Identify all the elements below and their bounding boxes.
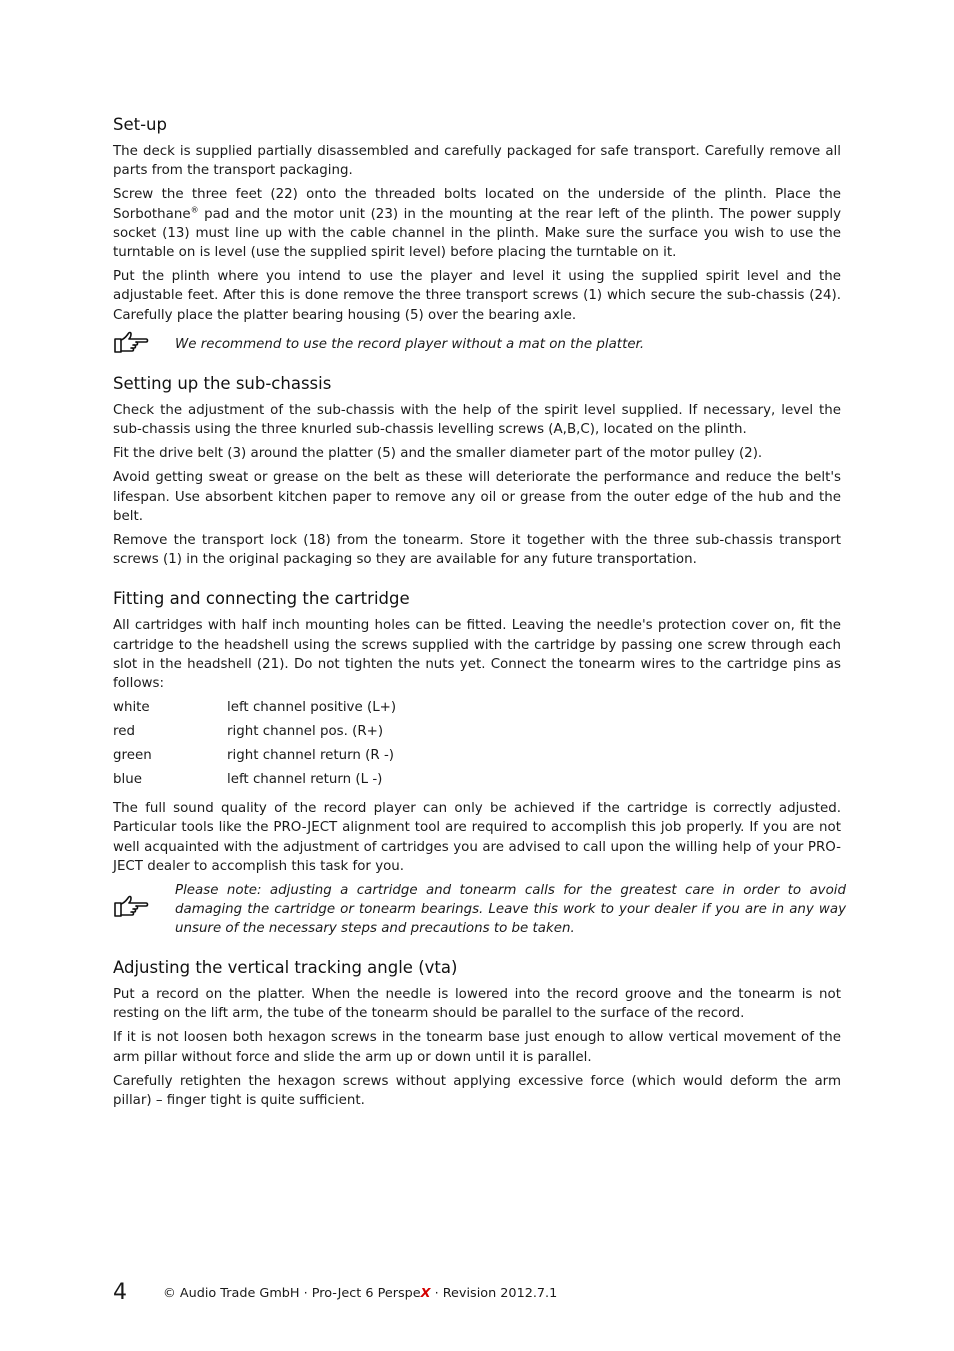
wire-desc: left channel positive (L+) bbox=[227, 700, 397, 716]
registered-mark: ® bbox=[190, 205, 199, 215]
note-block bbox=[113, 881, 846, 938]
pointing-hand-icon bbox=[113, 893, 151, 919]
paragraph: The full sound quality of the record player can only be achieved if the cartridge is correctly adjusted. Particular tools like the PRO-JECT alignment tool are required to accomplish this job properly. If you are not well acquainted with the adjustment of cartridges you are advised to call upon the willing help of your PRO-JECT dealer to accomplish this task for you. bbox=[113, 801, 841, 874]
paragraph: Check the adjustment of the sub-chassis with the help of the spirit level supplied. If necessary, level the sub-chassis using the three knurled sub-chassis levelling screws (A,B,C), located on the plinth. bbox=[113, 402, 841, 438]
heading-vta: Adjusting the vertical tracking angle (vta) bbox=[113, 958, 458, 978]
wire-color: red bbox=[113, 724, 135, 740]
paragraph: If it is not loosen both hexagon screws in the tonearm base just enough to allow vertical movement of the arm pillar without force and slide the arm up or down until it is parallel. bbox=[113, 1030, 841, 1065]
wire-row bbox=[113, 770, 841, 789]
wire-row bbox=[113, 722, 841, 741]
paragraph: Carefully retighten the hexagon screws without applying excessive force (which would deform the arm pillar) – finger tight is quite sufficient. bbox=[113, 1073, 841, 1109]
paragraph: The deck is supplied partially disassembled and carefully packaged for safe transport. Carefully remove all parts from the transport packaging. bbox=[113, 144, 841, 179]
note-text: Please note: adjusting a cartridge and tonearm calls for the greatest care in order to avoid damaging the cartridge or tonearm bearings. Leave this work to your dealer if you are in any way unsure of the necessary steps and precautions to be taken. bbox=[175, 883, 846, 937]
note-block bbox=[113, 335, 846, 354]
paragraph: All cartridges with half inch mounting holes can be fitted. Leaving the needle's protection cover on, fit the cartridge to the headshell using the screws supplied with the cartridge by passing one screw through each slot in the headshell (21). Do not tighten the nuts yet. Connect the tonearm wires to the cartridge pins as follows: bbox=[113, 618, 841, 692]
wire-desc: right channel pos. (R+) bbox=[227, 724, 384, 740]
section-vta bbox=[113, 957, 841, 1110]
paragraph: Remove the transport lock (18) from the tonearm. Store it together with the three sub-chassis transport screws (1) in the original packaging so they are available for any future transportation. bbox=[113, 533, 841, 568]
wire-desc: left channel return (L -) bbox=[227, 772, 383, 788]
heading-setup: Set-up bbox=[113, 115, 167, 134]
wire-list bbox=[113, 698, 841, 789]
paragraph: Avoid getting sweat or grease on the belt as these will deteriorate the performance and reduce the belt's lifespan. Use absorbent kitchen paper to remove any oil or grease from the outer edge of the hub and the belt. bbox=[113, 470, 841, 524]
heading-subchassis: Setting up the sub-chassis bbox=[113, 373, 332, 393]
brand-x: X bbox=[420, 1286, 431, 1301]
page-number: 4 bbox=[113, 1280, 127, 1305]
note-text: We recommend to use the record player without a mat on the platter. bbox=[175, 336, 645, 352]
text-run: Screw the three feet (22) onto the threaded bolts located on the underside of the plinth. Place the Sorbothane bbox=[113, 187, 841, 222]
paragraph bbox=[113, 185, 841, 262]
footer-text-run: © Audio Trade GmbH · Pro-Ject 6 Perspe bbox=[163, 1286, 421, 1301]
footer-text-run: · Revision 2012.7.1 bbox=[430, 1286, 558, 1301]
wire-row bbox=[113, 698, 841, 717]
paragraph: Put the plinth where you intend to use the player and level it using the supplied spirit level and the adjustable feet. After this is done remove the three transport screws (1) which secure the sub-chassis (24). Carefully place the platter bearing housing (5) over the bearing axle. bbox=[113, 269, 841, 323]
wire-row bbox=[113, 746, 841, 765]
page-footer bbox=[113, 1276, 557, 1306]
wire-desc: right channel return (R -) bbox=[227, 748, 395, 764]
text-run: pad and the motor unit (23) in the mounting at the rear left of the plinth. The power supply socket (13) must line up with the cable channel in the plinth. Make sure the surface you wish to use the turntable on is level (use the supplied spirit level) before placing the turntable on it. bbox=[113, 206, 841, 261]
wire-color: green bbox=[113, 748, 152, 764]
wire-color: white bbox=[113, 700, 150, 716]
paragraph: Put a record on the platter. When the needle is lowered into the record groove and the tonearm is not resting on the lift arm, the tube of the tonearm should be parallel to the surface of the record. bbox=[113, 987, 841, 1022]
footer-copyright bbox=[163, 1284, 557, 1304]
section-cartridge bbox=[113, 588, 846, 938]
section-setup bbox=[113, 114, 841, 354]
wire-color: blue bbox=[113, 772, 142, 788]
page-content bbox=[113, 114, 846, 1129]
section-subchassis bbox=[113, 373, 841, 570]
pointing-hand-icon bbox=[113, 329, 151, 355]
paragraph: Fit the drive belt (3) around the platter (5) and the smaller diameter part of the motor pulley (2). bbox=[113, 446, 763, 462]
heading-cartridge: Fitting and connecting the cartridge bbox=[113, 589, 410, 609]
